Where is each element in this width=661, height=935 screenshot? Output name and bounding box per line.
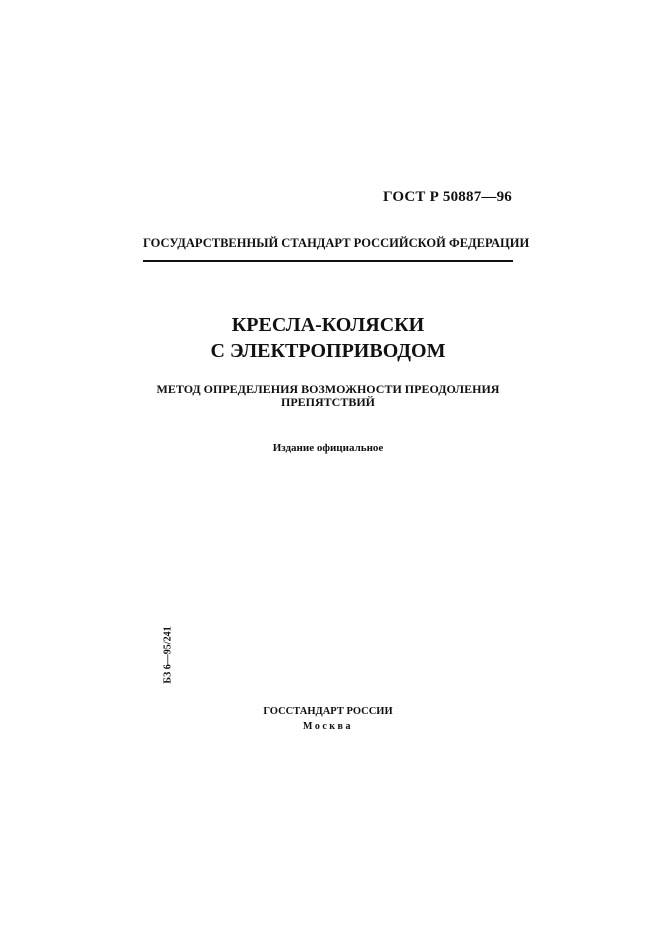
state-standard-header: ГОСУДАРСТВЕННЫЙ СТАНДАРТ РОССИЙСКОЙ ФЕДЕРАЦИИ xyxy=(143,236,530,250)
publisher: ГОССТАНДАРТ РОССИИ xyxy=(263,706,393,717)
title-line-1: КРЕСЛА-КОЛЯСКИ xyxy=(231,314,425,336)
city: Москва xyxy=(303,721,353,732)
gost-number: ГОСТ Р 50887—96 xyxy=(382,189,512,205)
document-subtitle xyxy=(143,383,513,409)
subtitle-line-1: МЕТОД ОПРЕДЕЛЕНИЯ ВОЗМОЖНОСТИ ПРЕОДОЛЕНИЯ xyxy=(156,382,500,396)
title-line-2: С ЭЛЕКТРОПРИВОДОМ xyxy=(210,340,446,362)
subtitle-line-2: ПРЕПЯТСТВИЙ xyxy=(280,395,375,409)
side-code: БЗ 6—95/241 xyxy=(162,626,174,684)
edition-label: Издание официальное xyxy=(272,442,384,454)
document-title xyxy=(143,312,513,364)
header-rule xyxy=(143,260,513,262)
